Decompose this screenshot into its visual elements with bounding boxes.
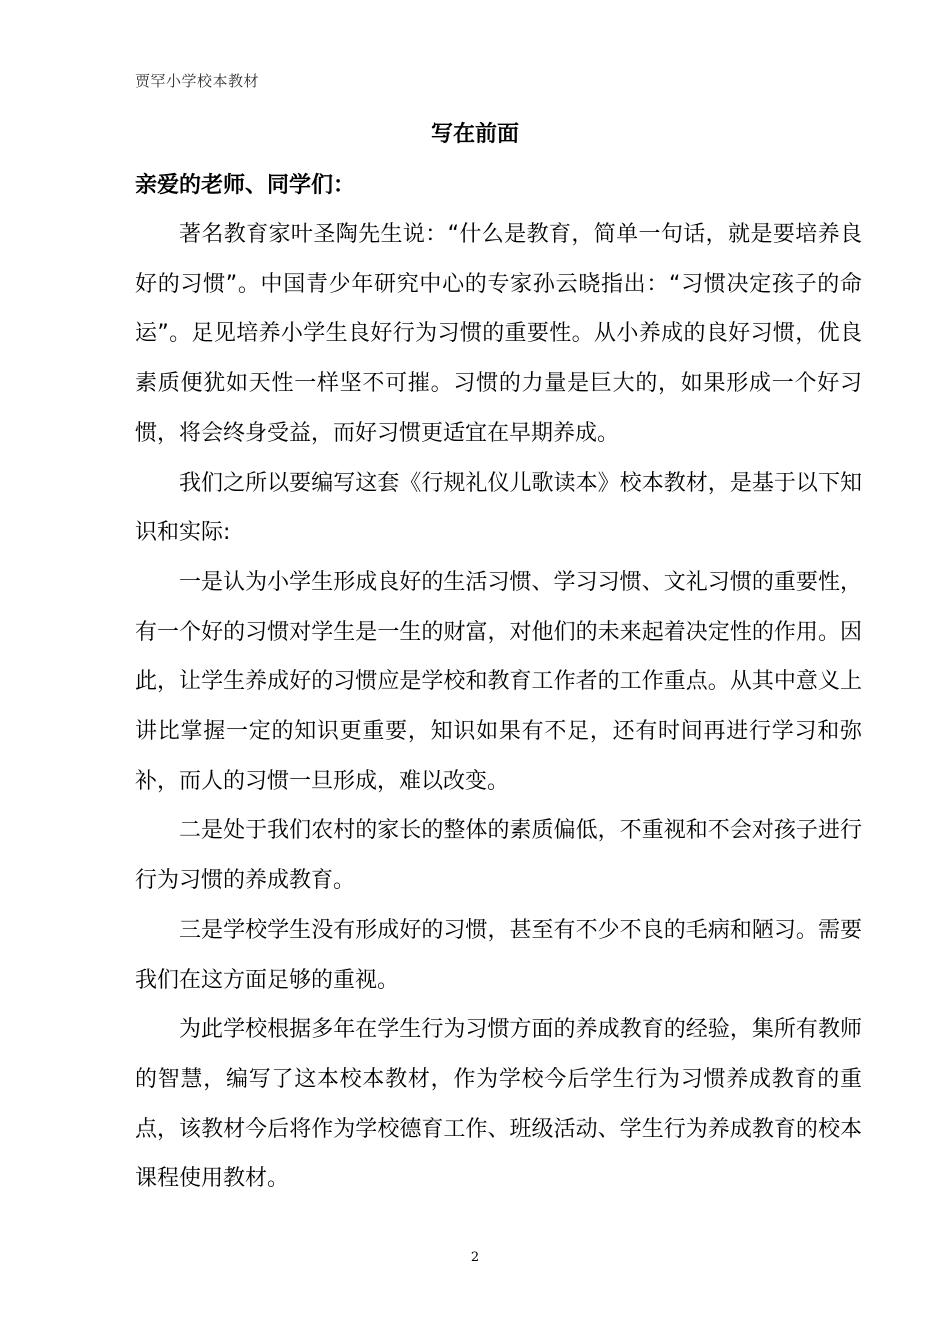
paragraph: 三是学校学生没有形成好的习惯，甚至有不少不良的毛病和陋习。需要我们在这方面足够的重视。 bbox=[135, 917, 862, 993]
paragraph: 著名教育家叶圣陶先生说：“什么是教育，简单一句话，就是要培养良好的习惯”。中国青少年研究中心的专家孙云晓指出：“习惯决定孩子的命运”。足见培养小学生良好行为习惯的重要性。从小养成的良好习惯，优良素质便犹如天性一样坚不可摧。习惯的力量是巨大的，如果形成一个好习惯，将会终身受益，而好习惯更适宜在早期养成。 bbox=[135, 222, 862, 446]
page-number: 2 bbox=[470, 1250, 480, 1265]
salutation: 亲爱的老师、同学们： bbox=[135, 173, 356, 198]
running-header: 贾罕小学校本教材 bbox=[135, 72, 260, 90]
paragraph: 一是认为小学生形成良好的生活习惯、学习习惯、文礼习惯的重要性，有一个好的习惯对学生是一生的财富，对他们的未来起着决定性的作用。因此，让学生养成好的习惯应是学校和教育工作者的工作重点。从其中意义上讲比掌握一定的知识更重要，知识如果有不足，还有时间再进行学习和弥补，而人的习惯一旦形成，难以改变。 bbox=[135, 569, 862, 794]
body-text bbox=[135, 210, 862, 1204]
paragraph: 二是处于我们农村的家长的整体的素质偏低，不重视和不会对孩子进行行为习惯的养成教育。 bbox=[135, 818, 862, 894]
paragraph: 为此学校根据多年在学生行为习惯方面的养成教育的经验，集所有教师的智慧，编写了这本校本教材，作为学校今后学生行为习惯养成教育的重点，该教材今后将作为学校德育工作、班级活动、学生行为养成教育的校本课程使用教材。 bbox=[135, 1017, 862, 1192]
page-title: 写在前面 bbox=[430, 122, 519, 147]
paragraph: 我们之所以要编写这套《行规礼仪儿歌读本》校本教材，是基于以下知识和实际: bbox=[135, 470, 862, 546]
